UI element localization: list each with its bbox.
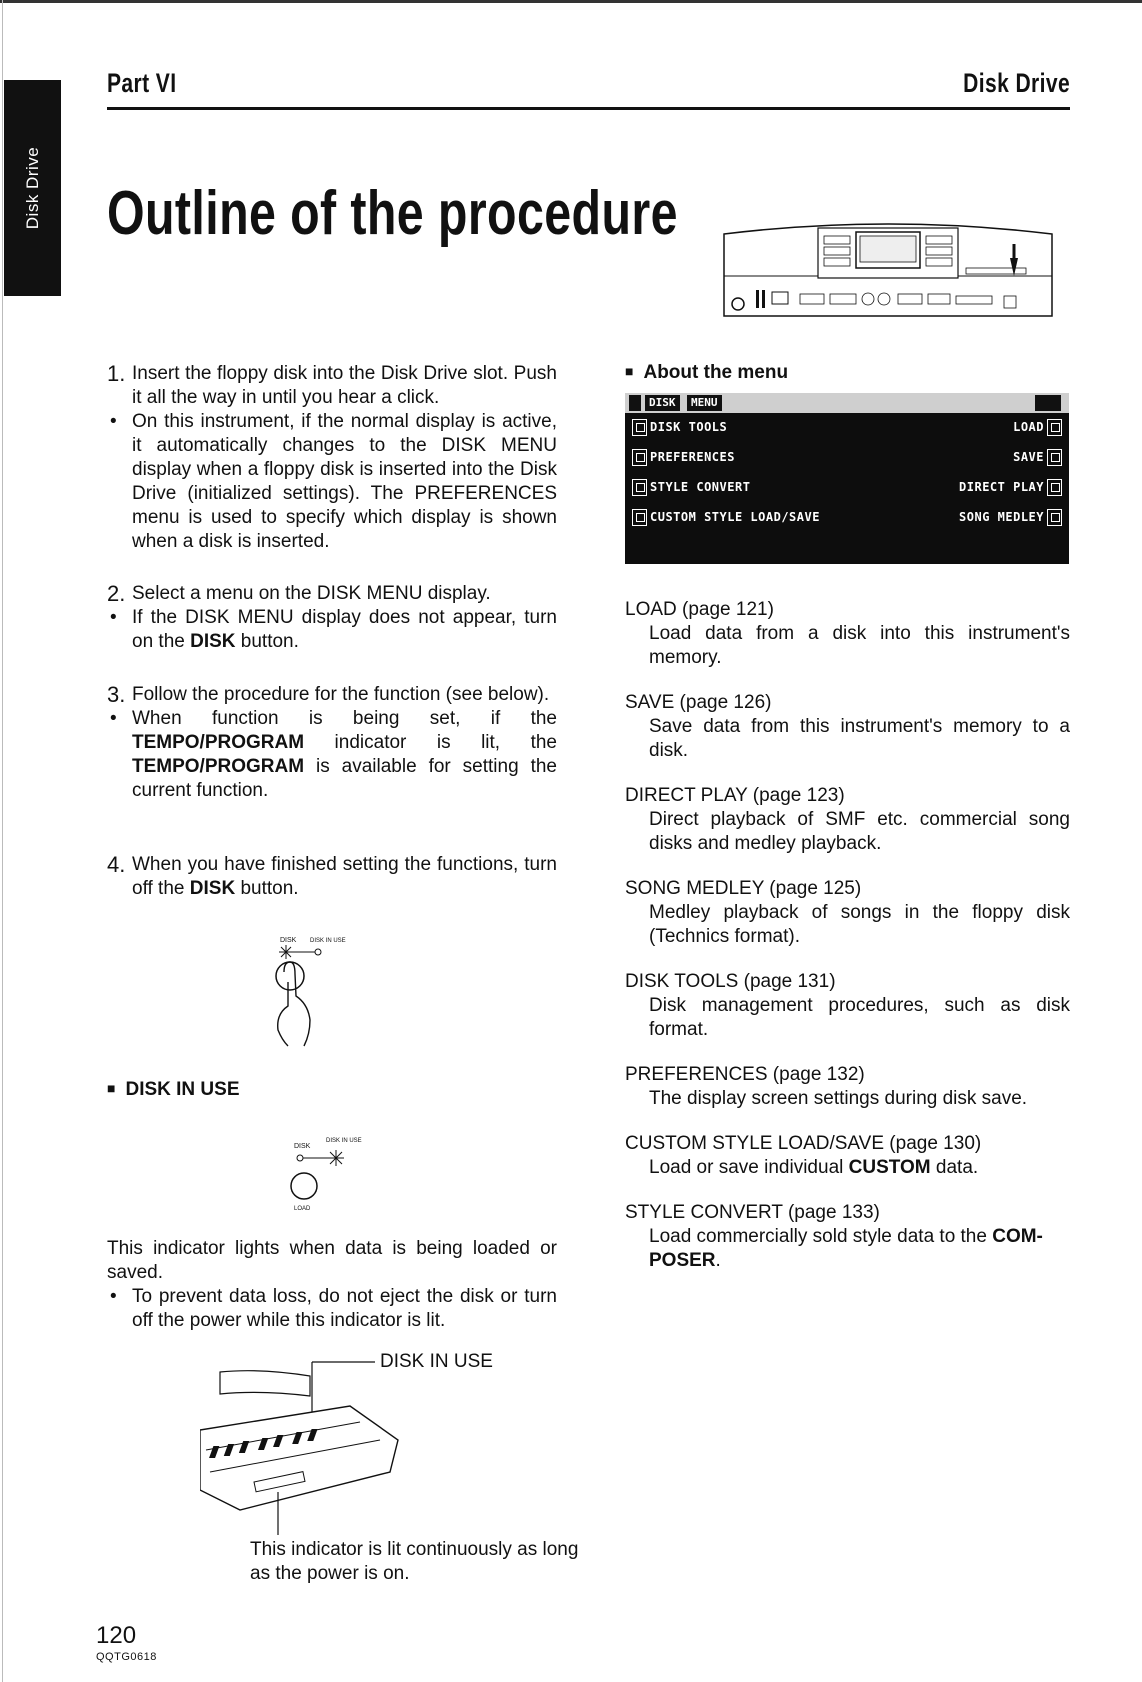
disk-in-use-paragraph: This indicator lights when data is being loaded or saved. <box>107 1238 557 1283</box>
custom-style-icon <box>632 509 647 526</box>
entry-preferences <box>625 1063 1070 1111</box>
entry-custom-style-load-save <box>625 1132 1070 1180</box>
menu-entries <box>625 598 1070 1273</box>
step-4-number: 4. <box>107 852 126 877</box>
step-1-bullet: • On this instrument, if the normal display is active, it automatically changes to the DISK MENU display when a floppy disk is inserted into the Disk Drive (initialized settings). The PREFERENCES menu is used to specify which display is shown when a disk is inserted. <box>107 410 557 554</box>
entry-title: SAVE (page 126) <box>625 692 772 713</box>
step-4-text: When you have finished setting the functions, turn off the DISK button. <box>132 854 557 899</box>
instrument-panel-illustration <box>718 218 1058 322</box>
page-title: Outline of the procedure <box>107 179 678 248</box>
side-tab-label: Disk Drive <box>22 146 42 230</box>
keyboard-callout-label: DISK IN USE <box>380 1351 493 1372</box>
entry-title: SONG MEDLEY (page 125) <box>625 878 862 899</box>
keyboard-caption: This indicator is lit continuously as long as the power is on. <box>250 1539 579 1584</box>
entry-title: DISK TOOLS (page 131) <box>625 971 836 992</box>
entry-title: PREFERENCES (page 132) <box>625 1064 865 1085</box>
entry-desc: Load commercially sold style data to the COM-POSER. <box>649 1226 1043 1271</box>
song-medley-icon <box>1047 509 1062 526</box>
step-1-number: 1. <box>107 361 126 386</box>
preferences-icon <box>632 449 647 466</box>
step-2-number: 2. <box>107 581 126 606</box>
load-label: LOAD <box>294 1206 311 1212</box>
menu-item-disk-tools[interactable]: DISK TOOLS <box>629 419 727 436</box>
entry-disk-tools <box>625 970 1070 1042</box>
step-3 <box>107 683 557 803</box>
disk-button-press-illustration <box>270 922 360 1052</box>
entry-title: DIRECT PLAY (page 123) <box>625 785 845 806</box>
indicator-disk-in-use-label: DISK IN USE <box>326 1138 362 1144</box>
entry-desc: The display screen settings during disk save. <box>649 1088 1028 1109</box>
entry-title: CUSTOM STYLE LOAD/SAVE (page 130) <box>625 1133 982 1154</box>
entry-desc: Save data from this instrument's memory to a disk. <box>649 716 1070 761</box>
disk-label: DISK <box>280 937 297 944</box>
header-section: Disk Drive <box>963 68 1070 98</box>
disk-menu-titlebar <box>625 393 1069 413</box>
entry-song-medley <box>625 877 1070 949</box>
step-1 <box>107 362 557 554</box>
entry-desc: Medley playback of songs in the floppy disk (Technics format). <box>649 902 1070 947</box>
direct-play-icon <box>1047 479 1062 496</box>
menu-item-song-medley[interactable]: SONG MEDLEY <box>959 509 1065 526</box>
save-icon <box>1047 449 1062 466</box>
side-tab <box>4 80 61 296</box>
disk-menu-status-icon <box>1035 395 1061 411</box>
entry-desc: Load data from a disk into this instrument's memory. <box>649 623 1070 668</box>
step-3-text: Follow the procedure for the function (see below). <box>132 684 550 705</box>
load-icon <box>1047 419 1062 436</box>
entry-desc: Load or save individual CUSTOM data. <box>649 1157 979 1178</box>
page-number: 120 <box>96 1622 137 1649</box>
step-2 <box>107 582 557 654</box>
entry-load <box>625 598 1070 670</box>
entry-title: LOAD (page 121) <box>625 599 774 620</box>
document-code: QQTG0618 <box>96 1651 157 1663</box>
entry-direct-play <box>625 784 1070 856</box>
step-1-text: Insert the floppy disk into the Disk Drive slot. Push it all the way in until you hear a click. <box>132 363 557 408</box>
step-3-bullet: • When function is being set, if the TEMPO/PROGRAM indicator is lit, the TEMPO/PROGRAM is available for setting the current function. <box>107 707 557 803</box>
disk-tools-icon <box>632 419 647 436</box>
about-menu-heading: ■ About the menu <box>625 362 788 384</box>
step-3-number: 3. <box>107 682 126 707</box>
entry-save <box>625 691 1070 763</box>
disk-in-use-label: DISK IN USE <box>310 938 346 944</box>
step-2-bullet: • If the DISK MENU display does not appear, turn on the DISK button. <box>107 606 557 654</box>
keyboard-disk-in-use-illustration <box>200 1340 400 1540</box>
disk-in-use-indicator-illustration <box>290 1130 370 1212</box>
disk-menu-display <box>625 393 1069 564</box>
menu-item-custom-style-load-save[interactable]: CUSTOM STYLE LOAD/SAVE <box>629 509 820 526</box>
menu-item-save[interactable]: SAVE <box>1013 449 1065 466</box>
entry-style-convert <box>625 1201 1070 1273</box>
entry-title: STYLE CONVERT (page 133) <box>625 1202 880 1223</box>
menu-item-preferences[interactable]: PREFERENCES <box>629 449 735 466</box>
entry-desc: Disk management procedures, such as disk format. <box>649 995 1070 1040</box>
header-rule <box>107 107 1070 110</box>
style-convert-icon <box>632 479 647 496</box>
header-part: Part VI <box>107 68 177 98</box>
left-border <box>2 0 3 1682</box>
menu-item-style-convert[interactable]: STYLE CONVERT <box>629 479 750 496</box>
menu-item-direct-play[interactable]: DIRECT PLAY <box>959 479 1065 496</box>
disk-in-use-bullet: • To prevent data loss, do not eject the disk or turn off the power while this indicator is lit. <box>107 1285 557 1333</box>
step-2-text: Select a menu on the DISK MENU display. <box>132 583 491 604</box>
indicator-disk-label: DISK <box>294 1143 311 1150</box>
disk-menu-tag-disk: DISK <box>645 395 680 411</box>
step-4 <box>107 853 557 901</box>
menu-item-load[interactable]: LOAD <box>1013 419 1065 436</box>
top-border <box>0 0 1142 3</box>
disk-menu-icon <box>629 395 641 411</box>
disk-menu-tag-menu: MENU <box>687 395 722 411</box>
entry-desc: Direct playback of SMF etc. commercial song disks and medley playback. <box>649 809 1070 854</box>
disk-in-use-heading: ■ DISK IN USE <box>107 1079 240 1101</box>
